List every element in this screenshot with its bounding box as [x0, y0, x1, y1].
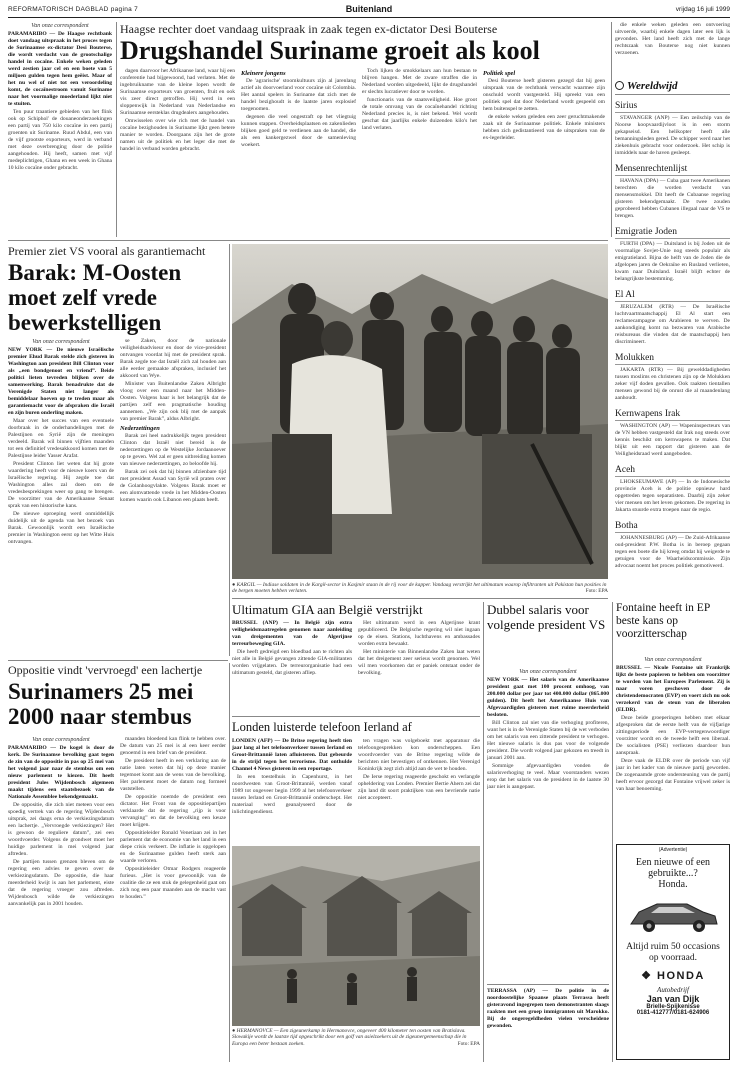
camera-icon: ●	[232, 1028, 237, 1034]
ww-item-title: Emigratie Joden	[615, 227, 730, 239]
ad-place: Brielle-Spijkenisse	[646, 1004, 700, 1010]
wereldwijd-title: Wereldwijd	[627, 80, 678, 92]
ww-item-text: FÜRTH (DPA) — Duitsland is bij Joden uit de voormalige Sovjet-Unie nog steeds populair als emigratieland. Bijna de helft van de Joden die de afgelopen jaren de Oekraïne en Rusland verlieten, kwam naar Duitsland. Israël blijft echter de belangrijkste bestemming.	[615, 241, 730, 282]
ww-item	[615, 353, 730, 403]
a8-col	[487, 988, 609, 1062]
ww-item-title: Kernwapens Irak	[615, 409, 730, 421]
ww-item-text: JOHANNESBURG (AP) — De Zuid-Afrikaanse oud-president P.W. Botha is in beroep gegaan tegen een boete die hij kreeg omdat hij weigerde te getuigen voor de Waarheidscommissie. Zijn advocaat noemt het proces politiek gemotiveerd.	[615, 535, 730, 569]
a3-p1: De oppositie, die zich niet meteen voor een spoedig vertrek van de regering Wijdenbosch uitsprak, zei daags erna de verkiezingsdatum een lachertje. „Vervroegde verkiezingen? Het is gewoon de reguliere datum”, zei een woordvoerder. Volgens de grondwet moet het huidige parlement in mei volgend jaar aftreden.	[8, 802, 114, 857]
ad-dealer: Autobedrijf	[657, 986, 689, 994]
honda-wing-icon: ❖	[641, 970, 658, 982]
masthead-date: vrijdag 16 juli 1999	[675, 6, 730, 13]
a1-p1: Ten puur traantiere gebieden van het flink ook op Schiphol' de douaneonderzoekingen een partij van 750 kilo cocaïne in een partij groenten uit Suriname. Ruud Abdul, een van de vijf grootste exporteurs, werd in verband met deze overbrenging door de politie aangehouden. Hij heeft, samen met vijf medeplichtigen, Ghana en een week in Ghana 10 kilo cocaïne onder gebracht.	[8, 109, 112, 171]
a1-col3	[241, 68, 356, 236]
honda-logo	[617, 969, 729, 982]
a5-p1: Bill Clinton zal niet van die verhoging profiteren, want het is in de Verenigde Staten bij de wet verboden om het salaris van een zittende president te verhogen. Het nieuwe salaris is dus pas voor de volgende president. Die wordt volgend jaar gekozen en treedt in januari 2001 aan.	[487, 720, 609, 761]
masthead-section: Buitenland	[345, 4, 393, 14]
a2-col1	[8, 338, 114, 656]
a2-p6: Barak zei heel nadrukkelijk tegen president Clinton dat Israël niet bereid is de nederzettingen op de Westelijke Jordaanoever op te geven. Wel zal er geen uitbreiding komen van nieuwe nederzettingen, zo beloofde hij.	[120, 433, 226, 467]
a2-col2	[120, 338, 226, 656]
ad-line1: Een nieuwe of een gebruikte...?	[635, 857, 711, 879]
wereldwijd-header	[615, 80, 730, 95]
photo-hermanovce-image	[232, 846, 480, 1026]
photo-hermanovce-caption-text: HERMANOVCE — Een zigeunerkamp in Hermanovce, ongeveer 400 kilometer ten oosten van Bratislava. Slowakije wordt de laatste tijd opgeschrikt door een golf van asielzoekers uit de zigeunergemeenschap die in Europa een beter bestaan zoeken.	[232, 1028, 467, 1047]
globe-icon	[615, 81, 624, 90]
a1-p4: De 'agrarische' stoomkultuurs zijn al jarenlang actief als doorvoerland voor cocaïne uit Colombia. Het aantal spelers in Suriname dat zich met de handel bezighoudt is de laatste jaren explosief toegenomen.	[241, 78, 356, 112]
ww-item-text: STAVANGER (ANP) — Een zeilschip van de Noorse koopvaardijvloot is in een storm gekapseisd. Een helikopter heeft alle bemanningsleden gered. De schipper werd naar het ziekenhuis gebracht voor onderzoek. Het schip is inmiddels naar de haven gesleept.	[615, 115, 730, 156]
a5-headline: Dubbel salaris voor volgende president VS	[487, 602, 606, 632]
ad-line2: Honda.	[658, 879, 688, 890]
photo-kargil-image	[232, 244, 608, 579]
a1-col4	[362, 68, 477, 236]
a6-headline: Fontaine heeft in EP beste kans op voorzitterschap	[616, 602, 710, 640]
a4-col1	[232, 620, 352, 712]
a1-col2	[120, 68, 235, 236]
a1-p2: dagen daarvoor het Afrikaanse land, waar hij een conferentie had bijgewoond, had verlaten. Met de ingebruikname van de kleine lopen wordt de Surinaamse exporteurs van groenten, fruit en ook vis zeer direct getroffen. Hij werd in een sloppenwijk in Nederland van Nederlandse en Surinaamse eersteklas drugdealers aangehouden.	[120, 68, 235, 116]
photo-hermanovce-caption	[232, 1028, 480, 1062]
ww-item-text: LHOKSEUMAWE (AP) — In de Indonesische provincie Aceh is de politie opnieuw hard opgetreden tegen separatisten. Daarbij zijn zeker vier mensen om het leven gekomen. De regering in Jakarta stuurde extra troepen naar de regio.	[615, 479, 730, 513]
a5-p2: Sommige afgevaardigden vonden de salarisverhoging te veel. Maar voorstanders wezen erop dat het salaris van de president in de laatste 30 jaar niet is aangepast.	[487, 763, 609, 790]
a7-p1: In een toestelhuis in Capenhurst, in het noordwesten van Groot-Brittannië, werden vanaf 1989 tot ongeveer begin 1999 al het telefoonverkeer tussen Ierland en Groot-Brittannië onderschept. Het materiaal werd geanalyseerd door de inlichtingendienst.	[232, 774, 352, 815]
a3-p5: De oppositie noemde de president een dictator. Het Front van de oppositiepartijen verklaarde dat de regering „rijp is voor vervanging” en dat de bevolking een keuze moet krijgen.	[120, 794, 226, 828]
a1-kicker: Haagse rechter doet vandaag uitspraak in zaak tegen ex-dictator Desi Bouterse	[120, 22, 498, 36]
ad-line3: Altijd ruim 50 occasions op voorraad.	[626, 942, 720, 963]
a5-col	[487, 668, 609, 980]
a4-headline: Ultimatum GIA aan België verstrijkt	[232, 602, 423, 617]
a2-headline: Barak: M-Oosten moet zelf vrede bewerkstelligen	[8, 260, 182, 335]
a3-headline: Surinamers 25 mei 2000 naar stembus	[8, 679, 194, 729]
a7-col2	[358, 738, 480, 842]
a3-lead: PARAMARIBO — De kogel is door de kerk. De Surinaamse bevolking gaat tegen de zin van de oppositie in pas op 25 mei van het volgend jaar naar de stembus om een nieuw parlement te kiezen. Dit heeft president Jules Wijdenbosch algemeen maakt tijdens een staatsbezoek van de Nationale Assemblee bekendgemaakt.	[8, 745, 114, 800]
ad-name: Jan van Dijk	[646, 994, 700, 1004]
a2-p5: Minister van Buitenlandse Zaken Albright vloog over een maand naar het Midden-Oosten. Volgens haar is het belangrijk dat de partijen zelf een pragmatische houding aannemen. „We zijn ook blij met de aanpak van premier Barak”, aldus Albright.	[120, 381, 226, 422]
a3-p4: maanden bloedend kan flink te hebben over. De datum van 25 mei is al een keer eerder genoemd in een brief van de president.	[120, 736, 226, 756]
a6-lead: BRUSSEL — Nicole Fontaine uit Frankrijk lijkt de beste papieren te hebben om voorzitter te worden van het Europees Parlement. Zij is naar voren geschoven door de christendemocraten (EVP) en voert zich nu ook verzekerd van de steun van de liberalen (ELDR).	[616, 665, 730, 713]
a3-correspondent: Van onze correspondent	[32, 737, 90, 743]
a1-p3: Omwisselen over wie rich met de handel van cocaïne bezighouden in Suriname lijkt geen betere manier te worden. Doorgaans zijn het de grote namen uit de politiek en het leger die met de handel in verband worden gebracht.	[120, 118, 235, 152]
ww-item-title: Mensenrechtenlijst	[615, 164, 730, 176]
a7-headline: Londen luisterde telefoon Ierland af	[232, 720, 412, 734]
a7-p2: De Ierse regering reageerde geschokt en verlangde opheldering van Londen. Premier Bertie Ahern zei dat zijn land dit soort praktijken van een bevriende natie niet accepteert.	[358, 774, 480, 801]
a1-sub1: Kleinere jongens	[241, 70, 286, 77]
ww-item	[615, 409, 730, 459]
a3-col2	[120, 736, 226, 1062]
a1-correspondent: Van onze correspondent	[31, 23, 89, 29]
ad-brand: HONDA	[657, 970, 705, 982]
a1-p9: de enkele weken geleden een zeer geruchtmakende zaak uit de Surinaamse politiek. Enkele ministers hebben zich gedistantieerd van de uitspraken van de ex-legerleider.	[483, 114, 605, 141]
a2-kicker: Premier ziet VS vooral als garantiemacht	[8, 244, 206, 258]
a1-sub2: Politiek spel	[483, 70, 516, 77]
a1-headline: Drugshandel Suriname groeit als kool	[120, 36, 540, 65]
a4-p2: Het ultimatum werd in een Algerijnse krant gepubliceerd. De Belgische regering wil niet ingaan op de eisen. Stations, luchthavens en ambassades worden extra bewaakt.	[358, 620, 480, 647]
photo-hermanovce	[232, 846, 480, 1026]
ww-item-text: HAVANA (DPA) — Cuba gaat twee Amerikanen berechten die worden verdacht van mensensmokkel. Dit heeft de Cubaanse regering gisteren bekendgemaakt. De twee zouden geprobeerd hebben Cubanen illegaal naar de VS te brengen.	[615, 178, 730, 219]
ww-item-text: JERUZALEM (RTR) — De Israëlische luchtvaartmaatschappij El Al start een reclamecampagne om Arabieren te werven. De aankondiging komt na bezwaren van Arabische reisbureaus die vinden dat de maatschappij hen discrimineert.	[615, 304, 730, 345]
a3-p3: De president heeft in een verklaring aan de natie laten weten dat hij op deze manier tegemoet komt aan de wens van de bevolking. Het parlement moet de datum nog formeel vaststellen.	[120, 758, 226, 792]
a4-col2	[358, 620, 480, 712]
a3-p6: Oppositieleider Ronald Venetiaan zei in het parlement dat de economie van het land in een diepe crisis verkeert. De inflatie is opgelopen en de Surinaamse gulden heeft sterk aan waarde verloren.	[120, 830, 226, 864]
ww-item	[615, 290, 730, 347]
ww-item-title: Aceh	[615, 465, 730, 477]
a1-lead: PARAMARIBO — De Haagse rechtbank doet vandaag uitspraak in het proces tegen de Surinaamse ex-dictator Desi Bouterse, die wordt verdacht van de grootschalige handel in cocaïne. Enkele weken geleden werd zestien jaar cel en een boete van 5 miljoen gulden tegen hem geëist. Maar of het nu wel of niet tot een veroordeling komt, de cocaïnestroom vanuit Suriname naar het voormalige moederland lijkt niet te stuiten.	[8, 31, 112, 107]
a2-p2: President Clinton liet weten dat hij grote waardering heeft voor de nieuwe koers van de Israëlische regering. Hij zegde toe dat Washington alles zal doen om de vredesbesprekingen weer op gang te brengen. De voorzitter van de Amerikaanse Senaat sprak van een historische kans.	[8, 461, 114, 509]
a1-col1	[8, 22, 112, 237]
ad-phone: 0181-412777/0181-624906	[636, 1010, 710, 1016]
a2-lead: NEW YORK — De nieuwe Israëlische premier Ehud Barak stelde zich gisteren in Washington aan president Bill Clinton voor als „een bondgenoot en vriend”. Beide politici lieten tevreden blijken over de samenwerking. Barak benadrukte dat de Verenigde Staten niet langer als bemiddelaar hoeven op te treden maar als garantiemacht voor de afspraken die Israël en zijn buren onderling maken.	[8, 347, 114, 416]
a8-lead: TERRASSA (AP) — De politie in de noordoostelijke Spaanse plaats Terrassa heeft gisteravond ingegrepen toen demonstranten slaags raakten met een groep immigranten uit Marokko. Bij de ongeregeldheden vielen verscheidene gewonden.	[487, 988, 609, 1029]
ww-item-title: El Al	[615, 290, 730, 302]
a6-correspondent: Van onze correspondent	[644, 657, 702, 663]
photo-kargil-caption	[232, 582, 608, 596]
ad-label: (Advertentie)	[658, 847, 688, 853]
a5-correspondent: Van onze correspondent	[519, 669, 577, 675]
car-icon	[625, 894, 721, 938]
a7-p3: ten vragen was volgeboekt met apparatuur die telefoongesprekken kon onderscheppen. Een woordvoerder van de Britse regering wilde de berichten niet bevestigen of ontkennen. Het Verenigd Koninkrijk zegt zich altijd aan de wet te houden.	[358, 738, 480, 772]
topright-text: die enkele weken geleden een ontvoering uitvoerde, waarbij enkele dagen later een lijk is gevonden. Het land heeft zich met de lange rechtszaak van Bouterse nog niet kunnen verzoenen.	[615, 22, 730, 56]
ww-item	[615, 164, 730, 221]
camera-icon: ●	[232, 582, 237, 588]
a3-kicker: Oppositie vindt 'vervroegd' een lachertje	[8, 663, 203, 677]
masthead	[8, 4, 730, 18]
photo-kargil	[232, 244, 608, 579]
ww-item-title: Molukken	[615, 353, 730, 365]
a3-col1	[8, 736, 114, 1062]
ww-item-text: WASHINGTON (AP) — Wapeninspecteurs van de VN hebben vastgesteld dat Irak nog steeds over kennis beschikt om kernwapens te maken. Dat blijkt uit een rapport dat gisteren aan de Veiligheidsraad werd aangeboden.	[615, 423, 730, 457]
masthead-paper: REFORMATORISCH DAGBLAD pagina 7	[8, 6, 139, 13]
a7-col1	[232, 738, 352, 842]
ww-item-text: JAKARTA (RTR) — Bij gewelddadigheden tussen moslims en christenen zijn op de Molukken zeker vijf doden gevallen. Ook raakten tientallen mensen gewond bij de onrust die al maandenlang aanhoudt.	[615, 367, 730, 401]
a2-p1: Maar over het succes van een eventuele doorbraak in de onderhandelingen met de Palestijnen en Syrië zijn de meningen verdeeld. Barak wil binnen vijftien maanden tot een definitief vredesakkoord komen met de Palestijnse leider Yasser Arafat.	[8, 418, 114, 459]
a1-p6: Toch lijken de smokkelaars aan hun bestaan te blijven hangen. Met de zware straffen die in Nederland worden uitgedeeld, lijkt de drugshandel er slechts lucratiever door te worden.	[362, 68, 477, 95]
a2-p7: Barak zei ook dat hij binnen afzienbare tijd met president Assad van Syrië wil praten over de Golanhoogvlakte. Volgens Barak moet er een alomvattende vrede in het Midden-Oosten komen waarin ook Libanon een plaats heeft.	[120, 469, 226, 503]
newspaper-page	[8, 4, 730, 1062]
photo-kargil-credit: Foto: EPA	[585, 588, 608, 595]
a6-p1: Deze beide groeperingen hebben met elkaar afgesproken dat de eerste helft van de vijfjarige zittingsperiode een EVP-vertegenwoordiger voorzitter wordt en de tweede helft een liberaal. De socialisten (PSE) verliezen daardoor hun aanspraak.	[616, 715, 730, 756]
ww-item	[615, 521, 730, 571]
a3-p2: De partijen tussen grenzen bleven om de regering een advies te geven over de verkiezingsdatum. De oppositie, die haar meerderheid kwijt is aan het parlement, eiste dat de regering vroeger zou aftreden. Wijdenbosch wilde de verkiezingen aanvankelijk pas in 2001 houden.	[8, 859, 114, 907]
ww-item	[615, 465, 730, 515]
photo-kargil-caption-text: KARGIL — Indiase soldaten in de Kargil-sector in Kasjmir staan in de rij voor de kapper. Vandaag verstrijkt het ultimatum waarop infiltranten uit Pakistan hun posities in de bergen moeten hebben verlaten.	[232, 582, 607, 595]
a4-lead: BRUSSEL (ANP) — In België zijn extra veiligheidsmaatregelen genomen naar aanleiding van dreigementen van de Algerijnse terreurbeweging GIA.	[232, 620, 352, 647]
a1-col6-top	[615, 22, 730, 77]
ww-item	[615, 227, 730, 284]
a3-p7: Oppositieleider Otmar Rodgers reageerde furieus. „Het is voor gewoonlijk van de coalitie die ze een stuk de gelegenheid gaat om zich nog een paar maanden aan de macht vast te houden.”	[120, 866, 226, 900]
a2-p3: De nieuwe oproeping werd onmiddellijk duidelijk uit de agenda van het bezoek van Barak. Gewoonlijk wordt een Israëlische premier in Washington eerst op het Witte Huis ontvangen.	[8, 511, 114, 545]
a1-p8: Desi Bouterse heeft gisteren gezegd dat hij geen uitspraak van de rechtbank verwacht waarmee zijn onschuld wordt vastgesteld. Hij spreekt van een politiek spel dat door Nederland wordt gespeeld om hem buitenspel te zetten.	[483, 78, 605, 112]
a4-p3: Het ministerie van Binnenlandse Zaken laat weten dat het dreigement zeer serieus wordt genomen. Wel wil men voorkomen dat er paniek ontstaat onder de bevolking.	[358, 649, 480, 676]
a6-p2: Deze vaak de ELDR over de periode van vijf jaar in het kader van de nieuwe partij geworden. De zogenaamde grote ondersteuning van de partij heeft ervoor gezorgd dat Fontaine vrijwel zeker is van haar benoeming.	[616, 758, 730, 792]
a6-col	[616, 656, 730, 836]
ww-item-title: Botha	[615, 521, 730, 533]
ww-item-title: Sirius	[615, 101, 730, 113]
photo-hermanovce-credit: Foto: EPA	[457, 1040, 480, 1047]
a2-p4: se Zaken, door de nationale veiligheidsadviseur en door de vice-president ontvangen voordat hij met de president sprak. Barak zegde toe dat Israël zich zal houden aan alle eerder gemaakte afspraken, inclusief het akkoord van Wye.	[120, 338, 226, 379]
honda-advertisement[interactable]	[616, 844, 730, 1060]
a4-p1: Die heeft gedreigd een bloedbad aan te richten als niet alle in België gevangen zittende GIA-militanten worden vrijgelaten. De terreurorganisatie had een ultimatum gesteld, dat gisteren afliep.	[232, 649, 352, 676]
a2-correspondent: Van onze correspondent	[32, 339, 90, 345]
a1-p5: degenen die veel ongestraft op het vliegtuig kunnen stappen. Overheidsplaatsen en zakenlieden blijken goed geld te verdienen aan de handel, die als een kankergezwel door de samenleving woekert.	[241, 114, 356, 148]
a1-p7: functionaris van de staatsveiligheid. Hoe groot de totale omvang van de cocaïnehandel richting Nederland precies is, is niet bekend. Wel wordt geschat dat jaarlijks enkele duizenden kilo's het land verlaten.	[362, 97, 477, 131]
a5-lead: NEW YORK — Het salaris van de Amerikaanse president gaat met 100 procent omhoog, van 200.000 dollar per jaar tot 400.000 dollar (865.000 gulden). Dit heeft het Amerikaanse Huis van Afgevaardigden gisteren met ruime meerderheid besloten.	[487, 677, 609, 718]
a1-col5	[483, 68, 605, 236]
a7-lead: LONDEN (AFP) — De Britse regering heeft tien jaar lang al het telefoonverkeer tussen Ierland en Groot-Brittannië laten afluisteren. Dat gebeurde in de strijd tegen het terrorisme. Dat onthulde Channel 4 News gisteren in een reportage.	[232, 738, 352, 772]
a2-sub1: Nederzettingen	[120, 425, 160, 432]
ww-item	[615, 101, 730, 158]
